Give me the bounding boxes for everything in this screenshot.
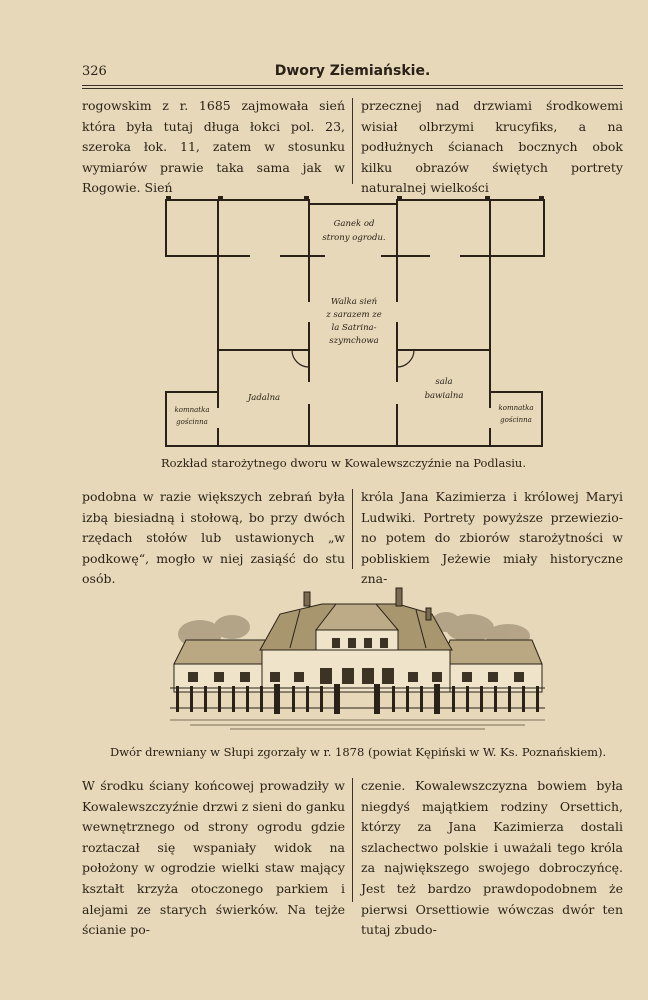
plan-door-arc	[292, 350, 309, 367]
running-title: Dwory Ziemiańskie.	[274, 63, 431, 79]
plan-room	[166, 200, 309, 256]
bottom-left-column	[82, 776, 345, 941]
plan-label-hall: Walka sień	[330, 297, 378, 307]
middle-right-column	[361, 487, 623, 590]
header-rule	[82, 85, 623, 86]
column-divider	[352, 98, 353, 184]
house-main-wall	[262, 650, 450, 692]
running-header	[82, 64, 623, 84]
plan-label-ganek: strony ogrodu.	[322, 233, 386, 243]
illustration-caption: Dwór drewniany w Słupi zgorzały w r. 1878 (powiat Kępiński w W. Ks. Poznańskiem).	[110, 745, 607, 759]
plan-label-guest-room: gościnna	[500, 416, 532, 424]
paragraph: czenie. Kowalewszczyzna bowiem była niegdyś majątkiem rodziny Orsettich, którzy za Jana Kazimierza dostali szlachectwo polskie i uważali tego króla za największego swojego dobroczyńcę. Jest też bardzo prawdopodobnem że pierwsi Orsettiowie wówczas dwór ten tutaj zbudo-	[361, 778, 623, 938]
paragraph: rogowskim z r. 1685 zajmowała sień która była tutaj długa łokci pol. 23, szeroka łok. 11, zatem w stosunku wymiarów prawie taka sama jak w Rogowie. Sień	[82, 98, 345, 196]
column-divider	[352, 778, 353, 902]
house-wing-roof	[442, 640, 542, 664]
plan-room-porch	[309, 204, 397, 256]
paragraph: podobna w razie większych zebrań była izbą biesiadną i stołową, bo przy dwóch rzędach stołów lub ustawionych „w podkowę“, mogło w niej zasiąść do stu osób.	[82, 489, 345, 587]
plan-label-guest-room: komnatka	[498, 404, 534, 412]
floor-plan-diagram	[160, 192, 552, 452]
middle-left-column	[82, 487, 345, 590]
plan-label-ganek: Ganek od	[333, 219, 375, 229]
column-divider	[352, 489, 353, 569]
plan-label-guest-room: gościnna	[176, 418, 208, 426]
house-wing-roof	[174, 640, 272, 664]
ground-hatching	[170, 720, 545, 729]
bottom-right-column	[361, 776, 623, 941]
paragraph: W środku ściany końcowej prowadziły w Kowalewszczyźnie drzwi z sieni do ganku wewnętrznego od strony ogrodu gdzie roztaczał się wspaniały widok na położony w ogrodzie wielki staw mający kształt krzyża otoczonego parkiem i alejami ze starych świerków. Na tejże ścianie po-	[82, 778, 345, 938]
plan-room	[397, 200, 544, 256]
plan-label-salon: sala	[435, 377, 453, 387]
header-rule-secondary	[82, 88, 623, 89]
plan-caption: Rozkład starożytnego dworu w Kowalewszczyźnie na Podlasiu.	[161, 456, 526, 470]
top-right-column	[361, 96, 623, 199]
plan-label-hall: szymchowa	[329, 336, 379, 346]
paragraph: króla Jana Kazimierza i królowej Maryi Ludwiki. Portrety powyższe przewieziono potem do zbiorów starożytności w pobliskiem Jeżewie miały historyczne zna-	[361, 489, 623, 587]
plan-label-salon: bawialna	[424, 391, 464, 401]
plan-label-hall: la Satrina-	[331, 323, 377, 333]
plan-label-dining: Jadalna	[247, 393, 281, 403]
paragraph: przecznej nad drzwiami środkowemi wisiał olbrzymi krucyfiks, a na podłużnych ścianach bocznych obok kilku obrazów świętych portrety naturalnej wielkości	[361, 98, 623, 196]
manor-illustration	[170, 582, 545, 732]
plan-label-hall: z sarazem ze	[326, 310, 382, 320]
plan-door-arc	[397, 350, 414, 367]
page-number: 326	[82, 64, 107, 79]
top-left-column	[82, 96, 345, 199]
plan-label-guest-room: komnatka	[174, 406, 210, 414]
